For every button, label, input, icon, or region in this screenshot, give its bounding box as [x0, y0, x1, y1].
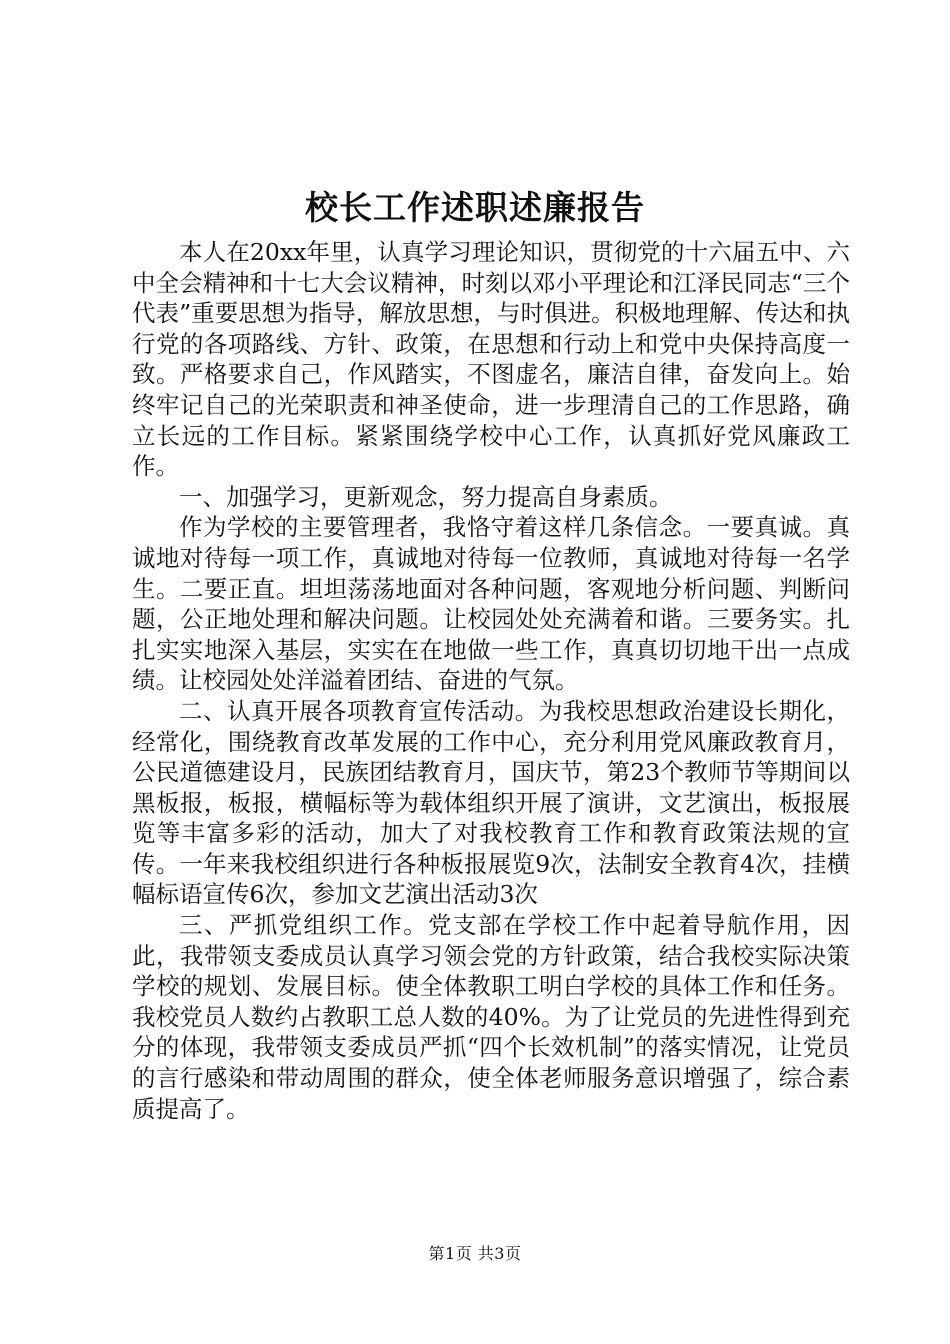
document-body	[132, 237, 850, 1124]
intro-paragraph: 本人在20xx年里，认真学习理论知识，贯彻党的十六届五中、六中全会精神和十七大会议精神，时刻以邓小平理论和江泽民同志“三个代表”重要思想为指导，解放思想，与时俱进。积极地理解、传达和执行党的各项路线、方针、政策，在思想和行动上和党中央保持高度一致。严格要求自己，作风踏实，不图虚名，廉洁自律，奋发向上。始终牢记自己的光荣职责和神圣使命，进一步理清自己的工作思路，确立长远的工作目标。紧紧围绕学校中心工作，认真抓好党风廉政工作。	[132, 238, 850, 481]
section-2-paragraph: 二、认真开展各项教育宣传活动。为我校思想政治建设长期化，经常化，围绕教育改革发展的工作中心，充分利用党风廉政教育月，公民道德建设月，民族团结教育月，国庆节，第23个教师节等期间以黑板报，板报，横幅标等为载体组织开展了演讲，文艺演出，板报展览等丰富多彩的活动，加大了对我校教育工作和教育政策法规的宣传。一年来我校组织进行各种板报展览9次，法制安全教育4次，挂横幅标语宣传6次，参加文艺演出活动3次	[132, 696, 850, 909]
section-heading-1: 一、加强学习，更新观念，努力提高自身素质。	[179, 482, 673, 511]
section-1-paragraph: 作为学校的主要管理者，我恪守着这样几条信念。一要真诚。真诚地对待每一项工作，真诚地对待每一位教师，真诚地对待每一名学生。二要正直。坦坦荡荡地面对各种问题，客观地分析问题、判断问题，公正地处理和解决问题。让校园处处充满着和谐。三要务实。扎扎实实地深入基层，实实在在地做一些工作，真真切切地干出一点成绩。让校园处处洋溢着团结、奋进的气氛。	[132, 513, 850, 695]
page-number-footer: 第1页 共3页	[428, 1244, 522, 1263]
section-3-paragraph: 三、严抓党组织工作。党支部在学校工作中起着导航作用，因此，我带领支委成员认真学习领会党的方针政策，结合我校实际决策学校的规划、发展目标。使全体教职工明白学校的具体工作和任务。我校党员人数约占教职工总人数的40%。为了让党员的先进性得到充分的体现，我带领支委成员严抓“四个长效机制”的落实情况，让党员的言行感染和带动周围的群众，使全体老师服务意识增强了，综合素质提高了。	[132, 911, 850, 1123]
document-title: 校长工作述职述廉报告	[305, 188, 645, 227]
